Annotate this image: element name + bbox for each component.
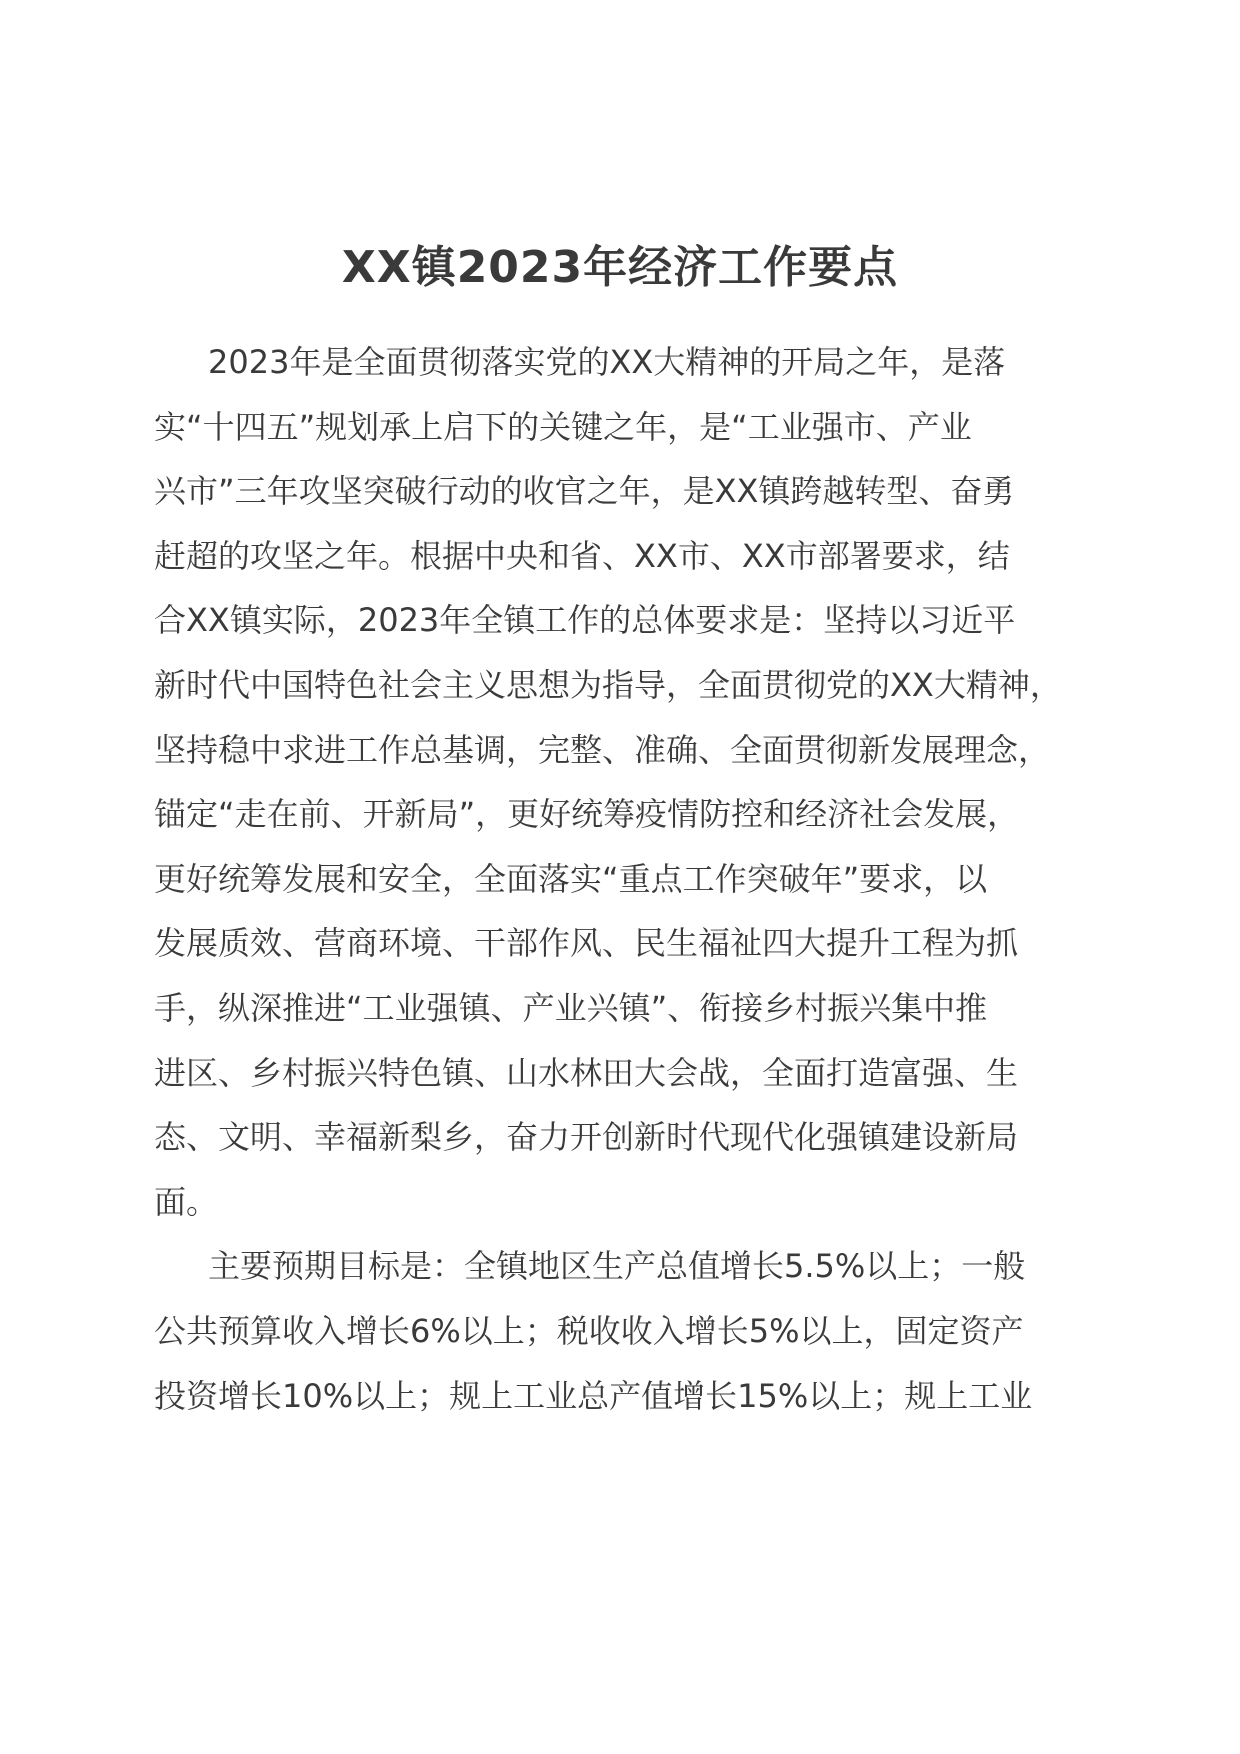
- paragraph-line: 发展质效、营商环境、干部作风、民生福祉四大提升工程为抓: [154, 924, 1019, 963]
- paragraph-line: 合XX镇实际，2023年全镇工作的总体要求是：坚持以习近平: [154, 601, 1016, 640]
- paragraph-line: 新时代中国特色社会主义思想为指导，全面贯彻党的XX大精神，: [154, 665, 1062, 704]
- paragraph-1: [154, 330, 1114, 1234]
- paragraph-line: 主要预期目标是：全镇地区生产总值增长5.5%以上；一般: [208, 1247, 1026, 1286]
- paragraph-line: 手，纵深推进“工业强镇、产业兴镇”、衔接乡村振兴集中推: [154, 988, 988, 1027]
- document-title: XX镇2023年经济工作要点: [341, 242, 899, 293]
- paragraph-line: 更好统筹发展和安全，全面落实“重点工作突破年”要求，以: [154, 859, 988, 898]
- document-body: [154, 330, 1114, 1428]
- paragraph-line: 进区、乡村振兴特色镇、山水林田大会战，全面打造富强、生: [154, 1053, 1019, 1092]
- paragraph-line: 锚定“走在前、开新局”，更好统筹疫情防控和经济社会发展，: [154, 795, 1020, 834]
- paragraph-line: 态、文明、幸福新梨乡，奋力开创新时代现代化强镇建设新局: [154, 1118, 1019, 1157]
- paragraph-line: 公共预算收入增长6%以上；税收收入增长5%以上，固定资产: [154, 1311, 1024, 1350]
- paragraph-line: 坚持稳中求进工作总基调，完整、准确、全面贯彻新发展理念，: [154, 730, 1051, 769]
- paragraph-2: [154, 1234, 1114, 1428]
- paragraph-line: 兴市”三年攻坚突破行动的收官之年，是XX镇跨越转型、奋勇: [154, 472, 1015, 511]
- paragraph-line: 面。: [154, 1182, 219, 1221]
- paragraph-line: 2023年是全面贯彻落实党的XX大精神的开局之年，是落: [208, 343, 1006, 381]
- paragraph-line: 投资增长10%以上；规上工业总产值增长15%以上；规上工业: [154, 1376, 1033, 1415]
- paragraph-line: 实“十四五”规划承上启下的关键之年，是“工业强市、产业: [154, 407, 972, 446]
- paragraph-line: 赶超的攻坚之年。根据中央和省、XX市、XX市部署要求，结: [154, 536, 1010, 575]
